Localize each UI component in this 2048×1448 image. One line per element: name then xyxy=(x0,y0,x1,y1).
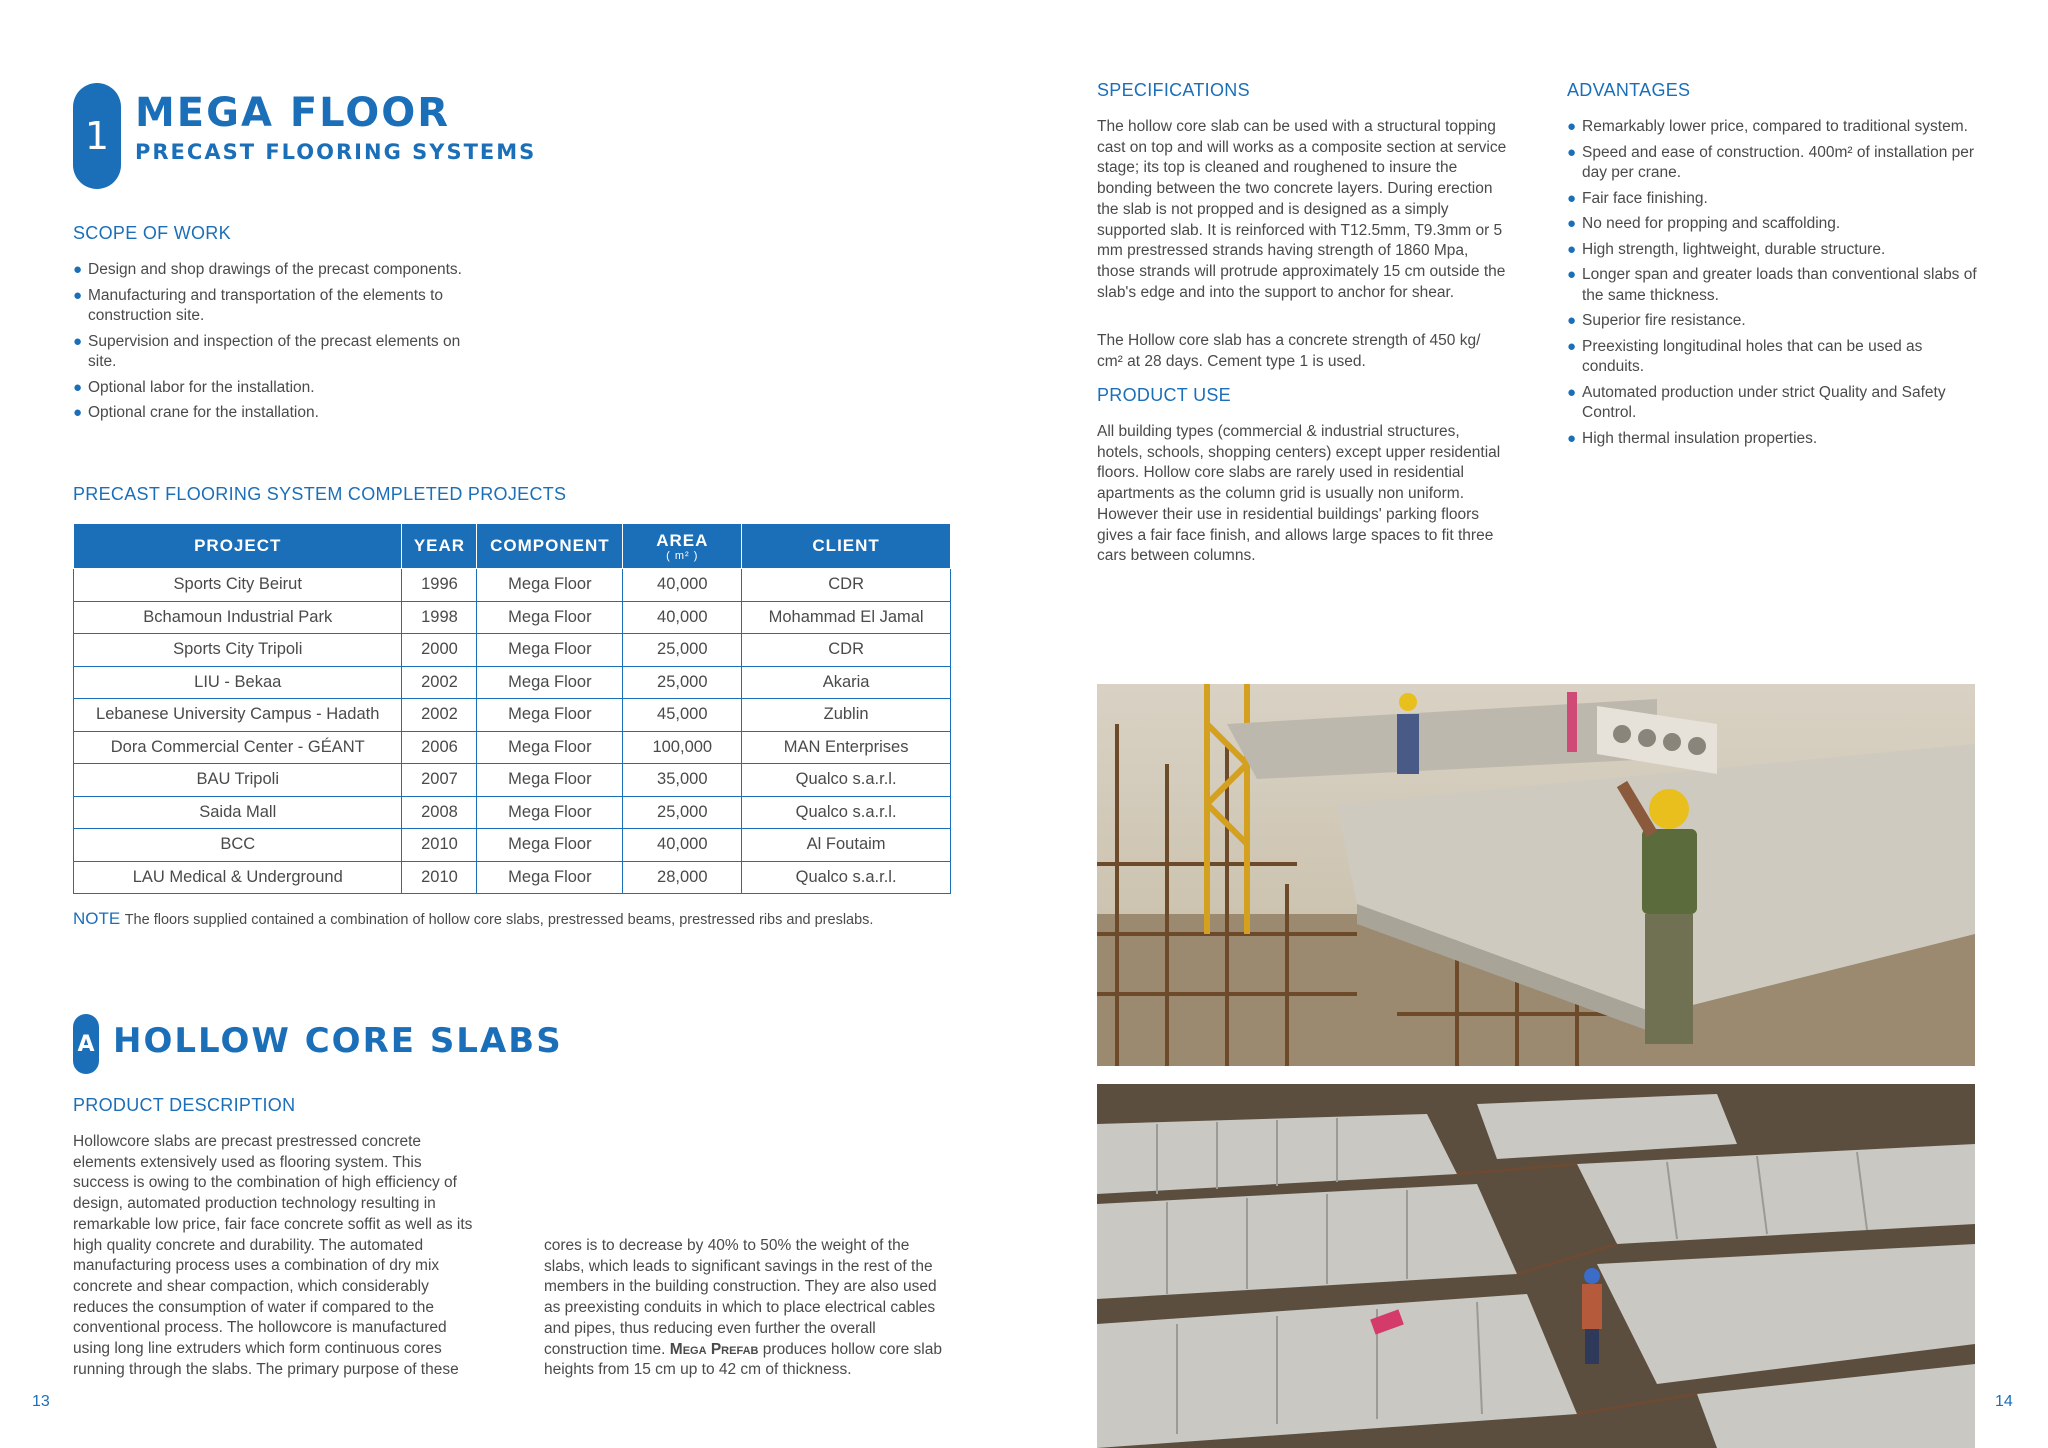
column-header-area: AREA ( m² ) xyxy=(623,524,742,569)
column-header-client: CLIENT xyxy=(742,524,951,569)
scope-list xyxy=(73,260,483,429)
list-item: ● Fair face finishing. xyxy=(1567,189,1708,207)
list-item: ● Supervision and inspection of the precast elements on site. xyxy=(73,332,461,370)
description-col1: Hollowcore slabs are precast prestressed concrete elements extensively used as flooring system. This success is owing to the combination of high efficiency of design, automated production technology resulting in remarkable low price, fair face concrete soffit as well as its high quality concrete and durability. The automated manufacturing process uses a combination of dry mix concrete and shear compaction, which considerably reduces the consumption of water if compared to the conventional process. The hollowcore is manufactured using long line extruders which form continuous cores running through the slabs. The primary purpose of these xyxy=(73,1133,473,1378)
table-row: BCC 2010 Mega Floor 40,000 Al Foutaim xyxy=(74,829,951,862)
specifications-para2: The Hollow core slab has a concrete strength of 450 kg/ cm² at 28 days. Cement type 1 is used. xyxy=(1097,332,1481,370)
hollow-core-title: HOLLOW CORE SLABS xyxy=(113,1021,563,1061)
table-row: Saida Mall 2008 Mega Floor 25,000 Qualco s.a.r.l. xyxy=(74,796,951,829)
table-row: LAU Medical & Underground 2010 Mega Floor 28,000 Qualco s.a.r.l. xyxy=(74,861,951,894)
table-header-row xyxy=(74,524,951,569)
list-item: ● Speed and ease of construction. 400m² of installation per day per crane. xyxy=(1567,143,1975,181)
section-title: MEGA FLOOR xyxy=(135,90,451,136)
section-number: 1 xyxy=(84,114,110,158)
list-item: ● Longer span and greater loads than conventional slabs of the same thickness. xyxy=(1567,266,1977,304)
description-heading: PRODUCT DESCRIPTION xyxy=(73,1095,296,1115)
note-text: The floors supplied contained a combination of hollow core slabs, prestressed beams, prestressed ribs and preslabs. xyxy=(124,912,874,928)
column-header-project: PROJECT xyxy=(74,524,402,569)
list-item: ● Design and shop drawings of the precast components. xyxy=(73,261,462,278)
slab-installation-photo xyxy=(1097,1084,1975,1448)
list-item: ● No need for propping and scaffolding. xyxy=(1567,215,1841,232)
slab-lifting-photo xyxy=(1097,684,1975,1066)
table-note xyxy=(73,909,873,929)
list-item: ● High strength, lightweight, durable structure. xyxy=(1567,240,1886,258)
list-item: ● Manufacturing and transportation of the elements to construction site. xyxy=(73,286,443,324)
table-row: Sports City Tripoli 2000 Mega Floor 25,000 CDR xyxy=(74,634,951,667)
area-unit: ( m² ) xyxy=(666,549,699,562)
specifications-heading: SPECIFICATIONS xyxy=(1097,80,1250,100)
projects-table xyxy=(73,523,951,894)
section-number-badge xyxy=(73,83,121,189)
brand-name: Mega Prefab xyxy=(669,1340,759,1358)
table-row: BAU Tripoli 2007 Mega Floor 35,000 Qualco s.a.r.l. xyxy=(74,764,951,797)
table-row: Sports City Beirut 1996 Mega Floor 40,000 CDR xyxy=(74,569,951,602)
list-item: ● Remarkably lower price, compared to traditional system. xyxy=(1567,118,1968,135)
list-item: ● Superior fire resistance. xyxy=(1567,312,1746,329)
scope-heading: SCOPE OF WORK xyxy=(73,223,231,243)
projects-heading: PRECAST FLOORING SYSTEM COMPLETED PROJECTS xyxy=(73,484,567,504)
section-letter: A xyxy=(77,1031,95,1057)
product-use-heading: PRODUCT USE xyxy=(1097,385,1231,405)
table-row: Bchamoun Industrial Park 1998 Mega Floor 40,000 Mohammad El Jamal xyxy=(74,601,951,634)
list-item: ● Optional labor for the installation. xyxy=(73,378,315,396)
list-item: ● Optional crane for the installation. xyxy=(73,404,319,421)
page-number-left: 13 xyxy=(32,1393,50,1410)
table-row: Lebanese University Campus - Hadath 2002 Mega Floor 45,000 Zublin xyxy=(74,699,951,732)
description-col2: cores is to decrease by 40% to 50% the weight of the slabs, which leads to significant savings in the rest of the members in the building construction. They are also used as preexisting conduits in which to place electrical cables and pipes, thus reducing even further the overall construction time. Mega Prefab produces hollow core slab heights from 15 cm up to 42 cm of thickness. xyxy=(544,1237,942,1379)
list-item: ● Automated production under strict Quality and Safety Control. xyxy=(1567,383,1946,421)
list-item: ● High thermal insulation properties. xyxy=(1567,429,1818,447)
page-number-right: 14 xyxy=(1995,1393,2013,1410)
column-header-component: COMPONENT xyxy=(477,524,623,569)
advantages-heading: ADVANTAGES xyxy=(1567,80,1691,100)
note-label: NOTE xyxy=(73,909,121,928)
column-header-year: YEAR xyxy=(402,524,477,569)
section-subtitle: PRECAST FLOORING SYSTEMS xyxy=(135,140,537,164)
section-letter-badge xyxy=(73,1014,99,1074)
table-row: Dora Commercial Center - GÉANT 2006 Mega Floor 100,000 MAN Enterprises xyxy=(74,731,951,764)
specifications-para1: The hollow core slab can be used with a structural topping cast on top and will works as a composite section at service stage; its top is cleaned and roughened to insure the bonding between the two concrete layers. During erection the slab is not propped and is designed as a simply supported slab. It is reinforced with T12.5mm, T9.3mm or 5 mm prestressed strands having strength of 1860 Mpa, those strands will protrude approximately 15 cm outside the slab's edge and into the support to anchor for shear. xyxy=(1097,118,1507,301)
table-row: LIU - Bekaa 2002 Mega Floor 25,000 Akaria xyxy=(74,666,951,699)
list-item: ● Preexisting longitudinal holes that can be used as conduits. xyxy=(1567,337,1923,375)
advantages-list xyxy=(1567,117,1987,454)
product-use-text: All building types (commercial & industrial structures, hotels, schools, shopping centers) except upper residential floors. Hollow core slabs are rarely used in residential apartments as the column grid is usually non uniform. However their use in residential buildings' parking floors gives a fair face finish, and allows large spaces to fit three cars between columns. xyxy=(1097,423,1501,565)
